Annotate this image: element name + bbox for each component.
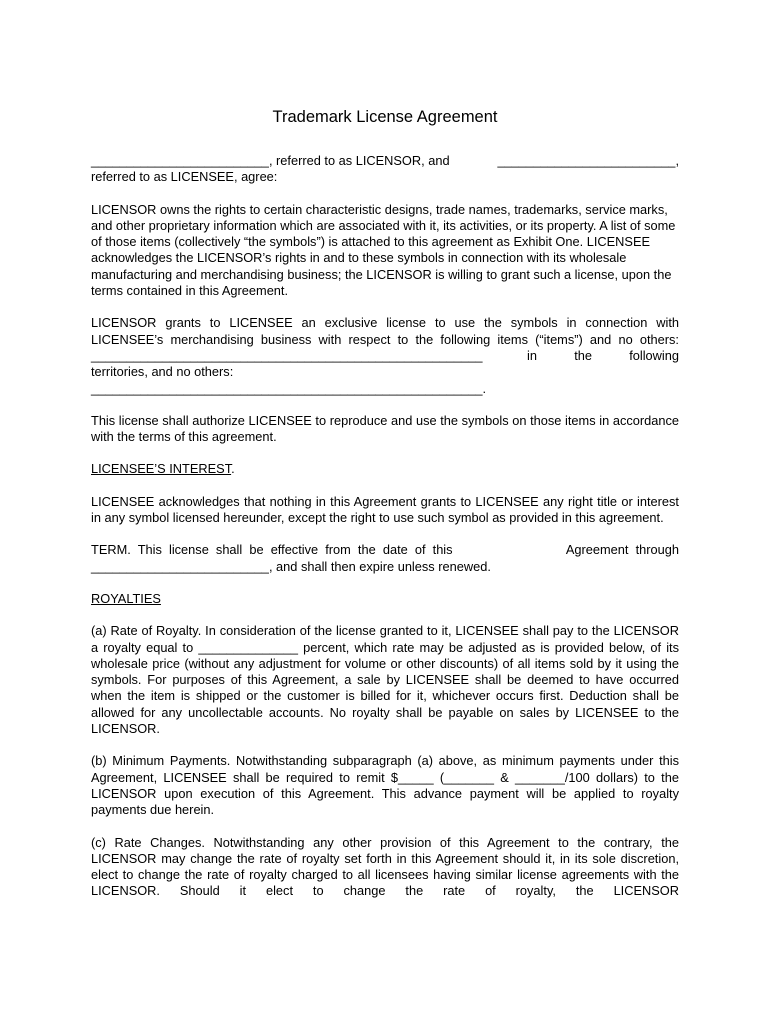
minimum-payments-paragraph (91, 753, 679, 818)
grant-territories-text: territories, and no others: (91, 364, 234, 380)
royalty-b-start: (b) Minimum Payments. Notwithstanding subparagraph (a) above, as minimum payments under this Agreement, LICENSEE shall be required to remit $ (91, 753, 679, 785)
grant-end-text: . (482, 380, 486, 396)
parties-line-1 (91, 153, 679, 169)
parties-mid-text: , referred to as LICENSOR, and (268, 153, 450, 168)
royalty-rate-paragraph (91, 623, 679, 737)
term-end-date-blank[interactable]: _________________________ (91, 558, 269, 574)
term-text-left: TERM. This license shall be effective from the date of this (91, 542, 453, 558)
licensee-name-blank[interactable]: _________________________ (497, 153, 676, 168)
grant-word-the: the (574, 347, 592, 363)
grant-word-in: in (527, 347, 537, 363)
territories-blank[interactable]: _______________________________________________________ (91, 380, 483, 396)
licensor-name-blank[interactable]: _________________________ (91, 153, 269, 168)
grant-text: LICENSOR grants to LICENSEE an exclusive license to use the symbols in connection with LICENSEE’s merchandising business with respect to the following items (“items”) and no others: (91, 315, 679, 347)
payment-cents-blank[interactable]: _______ (515, 769, 565, 785)
term-paragraph (91, 542, 679, 575)
grant-items-line (91, 348, 679, 364)
term-line-1 (91, 542, 679, 558)
royalties-heading-line (91, 591, 679, 607)
payment-words-blank[interactable]: _______ (444, 769, 494, 785)
parties-end-text: , (675, 153, 679, 168)
royalty-a-rest: percent, which rate may be adjusted as is provided below, of its wholesale price (without any adjustment for volume or other discounts) of all items sold by it using the symbols. For purposes of this Agreement, a sale by LICENSEE shall be deemed to have occurred when the item is shipped or the customer is billed for it, whichever occurs first. Deduction shall be allowed for any uncollectable accounts. No royalty shall be payable on sales by LICENSEE to the LICENSOR. (91, 639, 680, 737)
royalty-b-mid2: & (493, 769, 516, 785)
interest-heading-period: . (231, 461, 235, 477)
grant-paragraph (91, 315, 679, 396)
rate-changes-paragraph: (c) Rate Changes. Notwithstanding any other provision of this Agreement to the contrary, the LICENSOR may change the rate of royalty set forth in this Agreement should it, in its sole discretion, elect to change the rate of royalty charged to all licensees having similar license agreements with the LICENSOR. Should it elect to change the rate of royalty, the LICENSOR (91, 834, 679, 899)
interest-paragraph: LICENSEE acknowledges that nothing in this Agreement grants to LICENSEE any right title or interest in any symbol licensed hereunder, except the right to use such symbol as provided in this agreement. (91, 493, 679, 526)
payment-amount-blank[interactable]: _____ (398, 769, 434, 785)
authorization-paragraph: This license shall authorize LICENSEE to reproduce and use the symbols on those items in accordance with the terms of this agreement. (91, 412, 679, 445)
royalty-percent-blank[interactable]: ______________ (198, 639, 298, 655)
ownership-paragraph: LICENSOR owns the rights to certain characteristic designs, trade names, trademarks, service marks, and other proprietary information which are associated with it, its activities, or its property. A list of some of those items (collectively “the symbols”) is attached to this agreement as Exhibit One. LICENSEE acknowledges the LICENSOR’s rights in and to these symbols in connection with its wholesale manufacturing and merchandising business; the LICENSOR is willing to grant such a license, upon the terms contained in this Agreement. (91, 201, 676, 299)
royalties-heading: ROYALTIES (91, 590, 161, 606)
interest-heading: LICENSEE’S INTEREST (91, 461, 232, 477)
items-blank[interactable]: _______________________________________________________ (91, 347, 483, 363)
royalty-a-start: (a) Rate of Royalty. In consideration of the license granted to it, LICENSEE shall pay to the LICENSOR a royalty equal to (91, 623, 679, 655)
term-line-2-text: , and shall then expire unless renewed. (268, 558, 491, 574)
interest-heading-line (91, 461, 679, 477)
grant-word-following: following (629, 347, 679, 363)
document-body (91, 106, 679, 916)
royalty-b-mid1: ( (433, 769, 445, 785)
term-text-right: Agreement through (565, 542, 679, 558)
parties-paragraph (91, 153, 679, 186)
parties-line-2: referred to as LICENSEE, agree: (91, 169, 278, 185)
royalty-b-rest: /100 dollars) to the LICENSOR upon execution of this Agreement. This advance payment will be applied to royalty payments due herein. (91, 769, 679, 818)
document-title: Trademark License Agreement (272, 108, 498, 126)
